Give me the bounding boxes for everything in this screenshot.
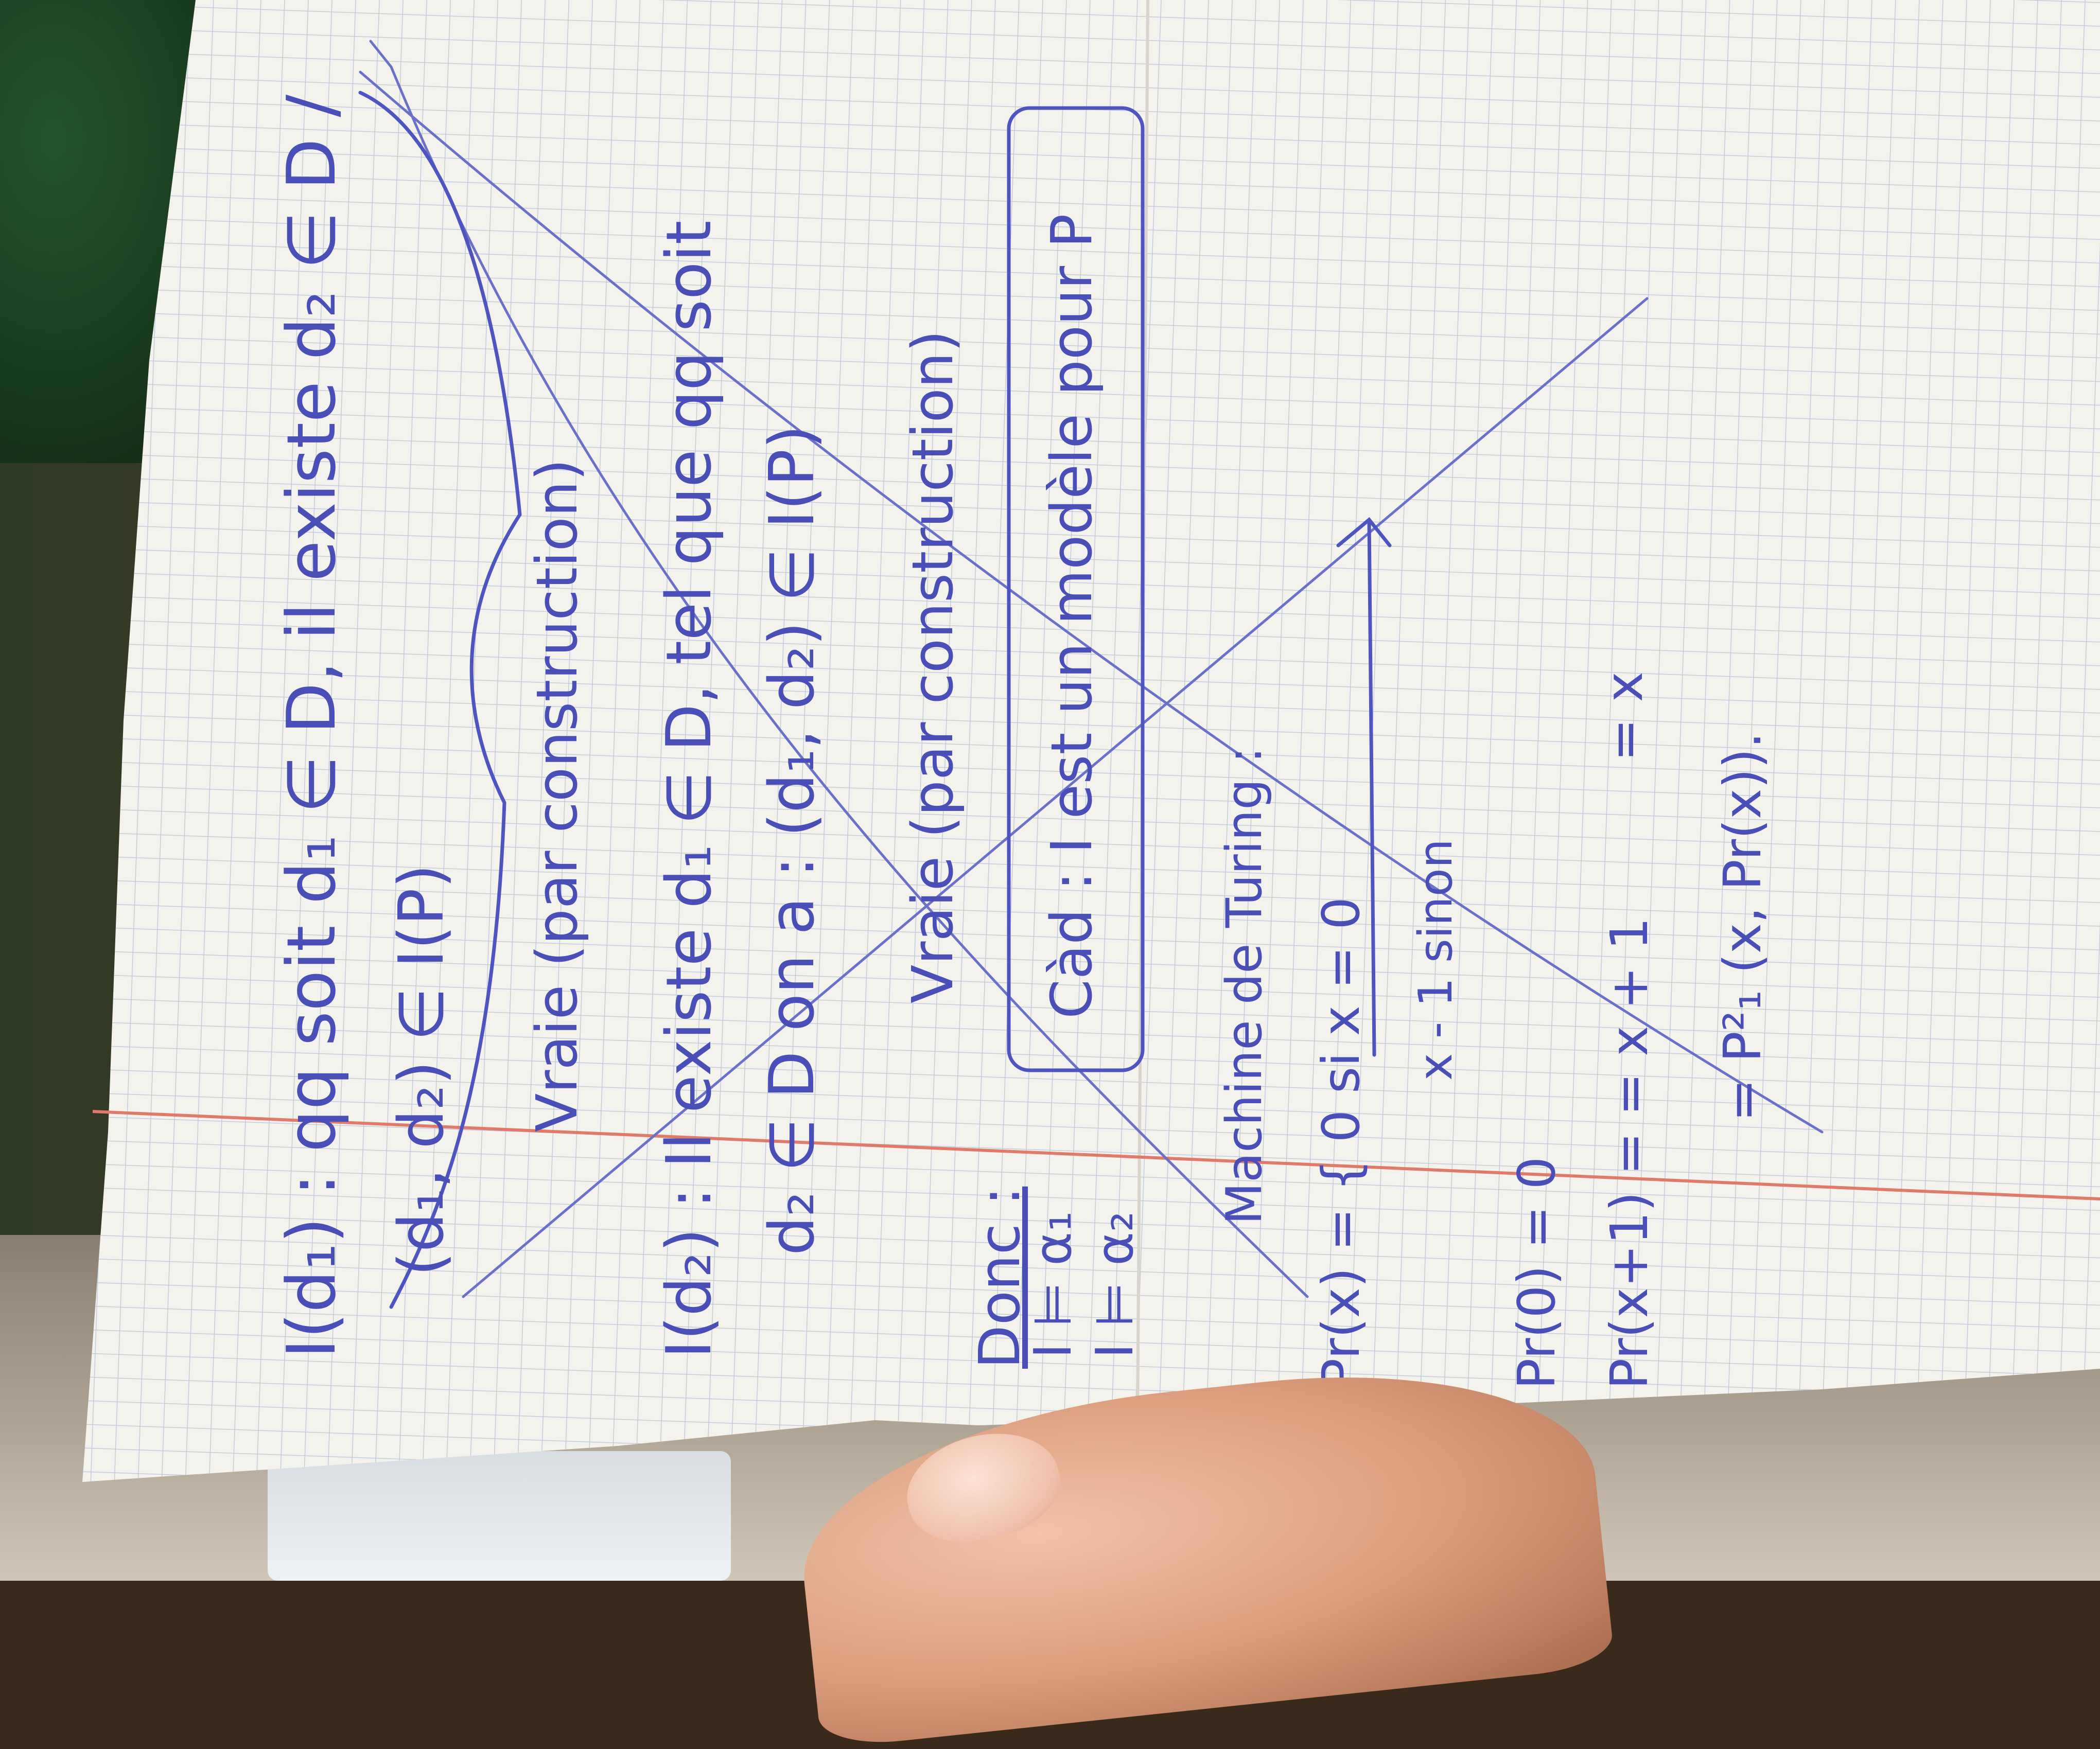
note-line-2: (d₁, d₂) ∈ I(P) (386, 864, 458, 1276)
eq-x: = x (1594, 672, 1654, 762)
note-line-6: Vraie (par construction) (900, 330, 966, 1003)
note-line-3: Vraie (par construction) (524, 458, 590, 1132)
note-line-4: I(d₂) : Il existe d₁ ∈ D, tel que qq soit (654, 220, 725, 1358)
projection-formula: = P²₁ (x, Pr(x)). (1712, 732, 1773, 1122)
pr-zero: Pr(0) = 0 (1507, 1156, 1567, 1389)
donc-label: Donc : (967, 1186, 1032, 1369)
machine-turing-heading: Machine de Turing : (1216, 747, 1273, 1225)
entails-alpha-1: I ⊨ α₁ (1023, 1211, 1083, 1358)
cad-sentence: Càd : I est un modèle pour P (1039, 214, 1105, 1019)
pr-else-case: x - 1 sinon (1409, 839, 1463, 1081)
pr-successor: Pr(x+1) = = x + 1 (1599, 917, 1659, 1389)
note-line-1: I(d₁) : qq soit d₁ ∈ D, il existe d₂ ∈ D / (272, 94, 351, 1358)
entails-alpha-2: I ⊨ α₂ (1084, 1211, 1145, 1358)
note-line-5: d₂ ∈ D on a : (d₁, d₂) ∈ I(P) (757, 425, 828, 1256)
pr-definition: Pr(x) = { 0 si x = 0 (1311, 897, 1371, 1389)
